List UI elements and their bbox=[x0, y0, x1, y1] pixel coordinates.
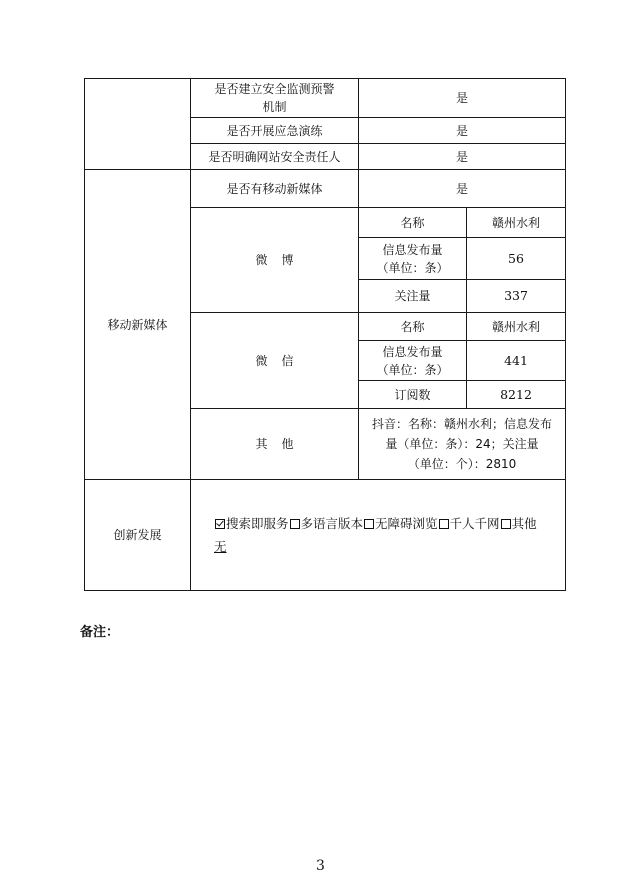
wechat-name-label: 名称 bbox=[400, 319, 425, 334]
innovation-options bbox=[214, 514, 537, 534]
has-mobile-media-value: 是 bbox=[455, 181, 468, 196]
wechat-subscribers-value: 8212 bbox=[500, 386, 532, 402]
table-border-right bbox=[565, 78, 566, 591]
monitoring-warning-value: 是 bbox=[455, 91, 468, 105]
multilingual-label: 多语言版本 bbox=[300, 516, 364, 531]
multilingual-checkbox[interactable] bbox=[290, 519, 300, 529]
page-number: 3 bbox=[316, 858, 325, 874]
remark-label: 备注： bbox=[80, 625, 120, 640]
table-border-bottom bbox=[84, 590, 566, 591]
innovation-section-label: 创新发展 bbox=[113, 528, 162, 542]
security-officer-label: 是否明确网站安全责任人 bbox=[208, 149, 341, 164]
weibo-label: 微博 bbox=[255, 253, 308, 267]
other-media-text: 抖音：名称：赣州水利；信息发布 量（单位：条）：24；关注量 （单位：个）：2810 bbox=[371, 417, 552, 471]
search-service-checkbox[interactable] bbox=[215, 519, 225, 529]
personalized-label: 千人千网 bbox=[449, 516, 500, 531]
search-service-label: 搜索即服务 bbox=[226, 516, 289, 531]
wechat-label: 微信 bbox=[255, 353, 308, 368]
monitoring-warning-label: 是否建立安全监测预警 机制 bbox=[214, 82, 335, 114]
wechat-posts-value: 441 bbox=[504, 352, 528, 368]
weibo-posts-label: 信息发布量 （单位：条） bbox=[376, 242, 449, 275]
accessibility-checkbox[interactable] bbox=[364, 519, 374, 529]
innovation-other-text: 无 bbox=[214, 539, 227, 554]
weibo-followers-value: 337 bbox=[504, 288, 528, 303]
wechat-subscribers-label: 订阅数 bbox=[394, 387, 431, 402]
accessibility-label: 无障碍浏览 bbox=[375, 516, 438, 531]
security-officer-value: 是 bbox=[455, 149, 468, 164]
mobile-media-section-label: 移动新媒体 bbox=[107, 317, 168, 332]
other-checkbox[interactable] bbox=[501, 519, 511, 529]
has-mobile-media-label: 是否有移动新媒体 bbox=[226, 181, 323, 196]
weibo-name-label: 名称 bbox=[400, 215, 425, 230]
wechat-name-value: 赣州水利 bbox=[491, 319, 540, 334]
weibo-name-value: 赣州水利 bbox=[491, 215, 540, 230]
wechat-posts-label: 信息发布量 （单位：条） bbox=[376, 344, 449, 377]
weibo-posts-value: 56 bbox=[508, 250, 524, 266]
personalized-checkbox[interactable] bbox=[439, 519, 449, 529]
weibo-followers-label: 关注量 bbox=[394, 289, 431, 303]
other-option-label: 其他 bbox=[511, 516, 537, 531]
other-media-label: 其他 bbox=[255, 437, 308, 451]
emergency-drill-value: 是 bbox=[455, 123, 468, 138]
emergency-drill-label: 是否开展应急演练 bbox=[226, 123, 323, 138]
